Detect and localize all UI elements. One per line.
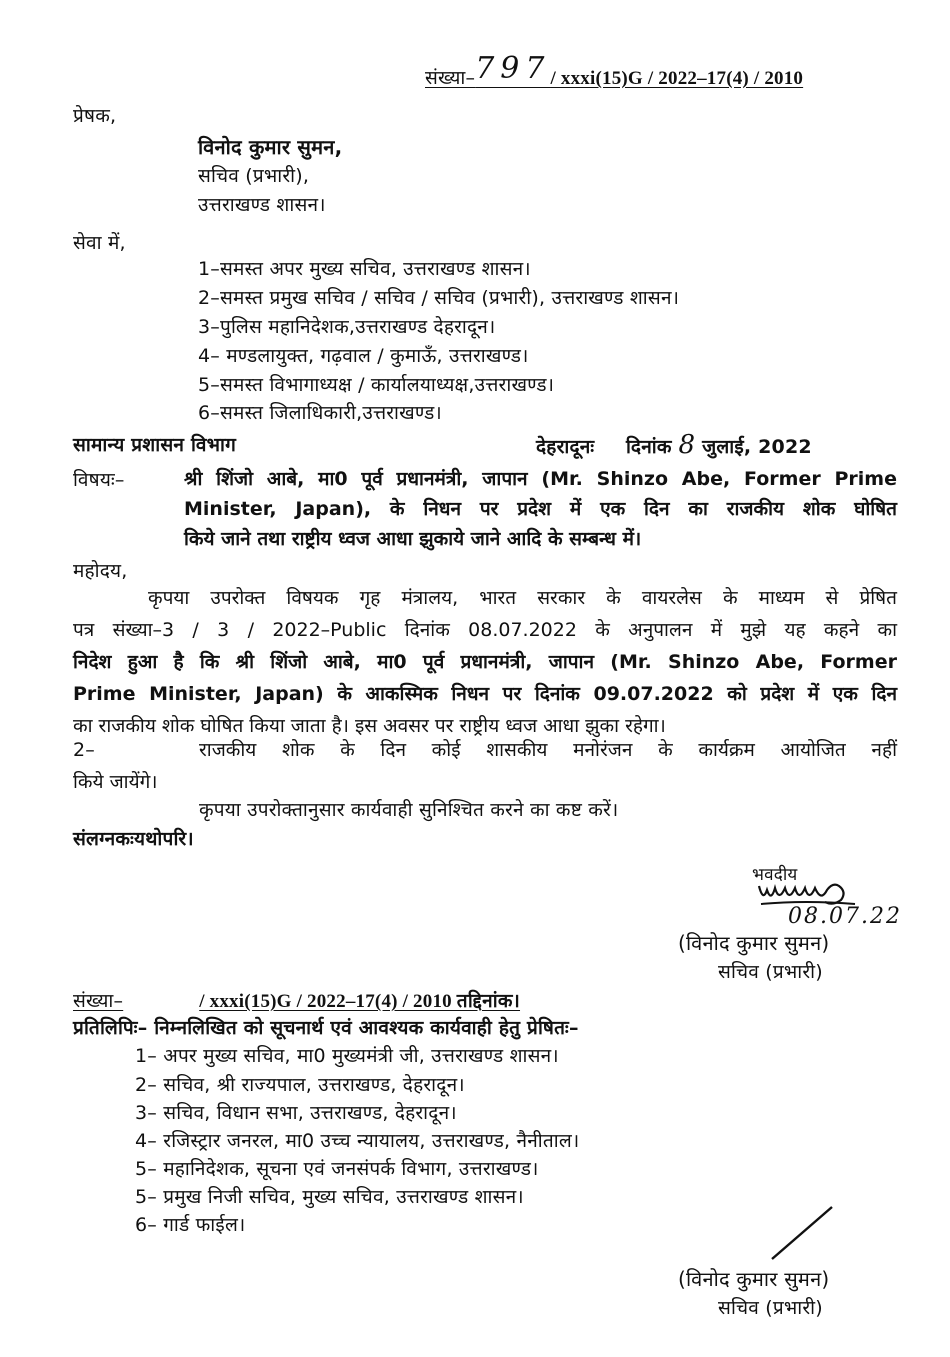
date-rest: जुलाई, 2022 [702, 436, 812, 458]
body-paragraph-2 [73, 734, 897, 798]
copy-intro: प्रतिलिपिः– निम्नलिखित को सूचनार्थ एवं आवश्यक कार्यवाही हेतु प्रेषितः– [73, 1017, 579, 1039]
handwritten-day: 8 [678, 430, 696, 460]
subject-line: श्री शिंजो आबे, मा0 पूर्व प्रधानमंत्री, जापान (Mr. Shinzo Abe, Former Prime [184, 468, 897, 490]
paragraph-line: किये जायेंगे। [73, 771, 158, 793]
recipients-label: सेवा में, [73, 232, 126, 254]
handwritten-signature-date: 08.07.22 [788, 904, 902, 929]
recipient-item: 4– मण्डलायुक्त, गढ़वाल / कुमाऊँ, उत्तराखण्ड। [198, 345, 529, 367]
recipient-item: 1–समस्त अपर मुख्य सचिव, उत्तराखण्ड शासन। [198, 258, 531, 280]
paragraph-line: राजकीय शोक के दिन कोई शासकीय मनोरंजन के कार्यक्रम आयोजित नहीं [199, 739, 897, 761]
subject-line: किये जाने तथा राष्ट्रीय ध्वज आधा झुकाये जाने आदि के सम्बन्ध में। [184, 528, 642, 550]
signatory-name: (विनोद कुमार सुमन) [678, 931, 830, 955]
subject-label: विषयः– [73, 469, 125, 491]
date-label: दिनांक [626, 436, 672, 458]
reference-number [425, 51, 804, 92]
paragraph-line: पत्र संख्या–3 / 3 / 2022–Public दिनांक 08.07.2022 के अनुपालन में मुझे यह कहने का [73, 619, 897, 641]
paragraph-2-number: 2– [73, 739, 95, 761]
recipient-item: 6–समस्त जिलाधिकारी,उत्तराखण्ड। [198, 402, 442, 424]
signature-stroke [768, 1203, 838, 1263]
reference-suffix: / xxxi(15)G / 2022–17(4) / 2010 [550, 68, 804, 89]
recipient-item: 3–पुलिस महानिदेशक,उत्तराखण्ड देहरादून। [198, 316, 496, 338]
signatory-name-2: (विनोद कुमार सुमन) [678, 1267, 830, 1291]
salutation: महोदय, [73, 560, 128, 582]
subject-text [184, 464, 897, 554]
place: देहरादूनः [536, 436, 595, 458]
copy-item: 5– महानिदेशक, सूचना एवं जनसंपर्क विभाग, उत्तराखण्ड। [135, 1158, 539, 1180]
paragraph-line: का राजकीय शोक घोषित किया जाता है। इस अवसर पर राष्ट्रीय ध्वज आधा झुका रहेगा। [73, 715, 666, 737]
subject-line: Minister, Japan), के निधन पर प्रदेश में एक दिन का राजकीय शोक घोषित [184, 498, 897, 520]
valediction: भवदीय [752, 865, 798, 885]
signatory-designation-2: सचिव (प्रभारी) [718, 1297, 823, 1319]
copy-item: 2– सचिव, श्री राज्यपाल, उत्तराखण्ड, देहरादून। [135, 1074, 465, 1096]
paragraph-line: निदेश हुआ है कि श्री शिंजो आबे, मा0 पूर्व प्रधानमंत्री, जापान (Mr. Shinzo Abe, Former [73, 651, 897, 673]
copy-reference-suffix: / xxxi(15)G / 2022–17(4) / 2010 तद्दिनांक। [199, 991, 521, 1012]
paragraph-line: Prime Minister, Japan) के आकस्मिक निधन पर दिनांक 09.07.2022 को प्रदेश में एक दिन [73, 683, 897, 705]
handwritten-reference-number: 797 [475, 51, 551, 86]
sender-office: उत्तराखण्ड शासन। [198, 194, 326, 216]
recipient-item: 5–समस्त विभागाध्यक्ष / कार्यालयाध्यक्ष,उत्तराखण्ड। [198, 374, 555, 396]
copy-reference-prefix: संख्या– [73, 990, 124, 1012]
reference-prefix: संख्या– [425, 67, 476, 89]
copy-item: 4– रजिस्ट्रार जनरल, मा0 उच्च न्यायालय, उत्तराखण्ड, नैनीताल। [135, 1130, 580, 1152]
copy-item: 5– प्रमुख निजी सचिव, मुख्य सचिव, उत्तराखण्ड शासन। [135, 1186, 524, 1208]
enclosure: संलग्नकःयथोपरि। [73, 828, 194, 850]
sender-label: प्रेषक, [73, 105, 117, 127]
recipient-item: 2–समस्त प्रमुख सचिव / सचिव / सचिव (प्रभारी), उत्तराखण्ड शासन। [198, 287, 680, 309]
department-name: सामान्य प्रशासन विभाग [73, 434, 237, 456]
signatory-designation: सचिव (प्रभारी) [718, 961, 823, 983]
sender-designation: सचिव (प्रभारी), [198, 165, 310, 187]
place-date [536, 432, 812, 460]
copy-reference-number [73, 988, 520, 1015]
copy-item: 3– सचिव, विधान सभा, उत्तराखण्ड, देहरादून। [135, 1102, 457, 1124]
copy-item: 6– गार्ड फाईल। [135, 1214, 246, 1236]
paragraph-line: कृपया उपरोक्त विषयक गृह मंत्रालय, भारत सरकार के वायरलेस के माध्यम से प्रेषित [148, 587, 897, 609]
sender-name: विनोद कुमार सुमन, [198, 135, 343, 159]
body-paragraph-1 [73, 582, 897, 742]
copy-item: 1– अपर मुख्य सचिव, मा0 मुख्यमंत्री जी, उत्तराखण्ड शासन। [135, 1045, 559, 1067]
closing-request: कृपया उपरोक्तानुसार कार्यवाही सुनिश्चित करने का कष्ट करें। [199, 799, 619, 821]
